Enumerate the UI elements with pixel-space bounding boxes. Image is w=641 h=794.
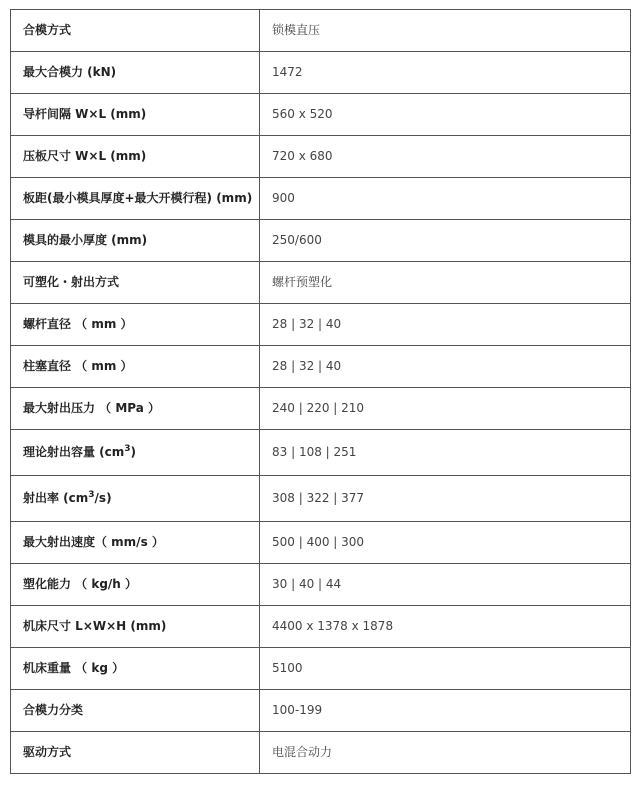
spec-value: 30 | 40 | 44 (260, 564, 631, 606)
spec-label: 合模力分类 (11, 690, 260, 732)
table-row (11, 178, 631, 220)
spec-label: 最大合模力 (kN) (11, 52, 260, 94)
spec-label: 压板尺寸 W×L (mm) (11, 136, 260, 178)
spec-value: 螺杆预塑化 (260, 262, 631, 304)
table-row (11, 476, 631, 522)
spec-label (11, 430, 260, 476)
table-row (11, 136, 631, 178)
spec-label: 模具的最小厚度 (mm) (11, 220, 260, 262)
spec-value: 250/600 (260, 220, 631, 262)
spec-value: 83 | 108 | 251 (260, 430, 631, 476)
spec-value: 720 x 680 (260, 136, 631, 178)
table-row (11, 304, 631, 346)
table-row (11, 430, 631, 476)
table-row (11, 220, 631, 262)
spec-label-text: 射出率 (cm (23, 491, 89, 506)
superscript: 3 (88, 490, 95, 501)
table-row (11, 648, 631, 690)
spec-label: 塑化能力 （ kg/h ） (11, 564, 260, 606)
spec-label: 机床尺寸 L×W×H (mm) (11, 606, 260, 648)
spec-label: 导杆间隔 W×L (mm) (11, 94, 260, 136)
superscript: 3 (124, 444, 131, 455)
specification-table (10, 9, 631, 774)
table-row (11, 606, 631, 648)
spec-value: 5100 (260, 648, 631, 690)
spec-label: 螺杆直径 （ mm ） (11, 304, 260, 346)
spec-value: 1472 (260, 52, 631, 94)
table-row (11, 94, 631, 136)
spec-label (11, 476, 260, 522)
spec-value: 电混合动力 (260, 732, 631, 774)
spec-value: 100-199 (260, 690, 631, 732)
spec-label: 可塑化・射出方式 (11, 262, 260, 304)
table-row (11, 690, 631, 732)
table-row (11, 52, 631, 94)
spec-label-text: ) (130, 445, 137, 460)
spec-value: 锁模直压 (260, 10, 631, 52)
spec-label: 柱塞直径 （ mm ） (11, 346, 260, 388)
table-row (11, 522, 631, 564)
spec-value: 500 | 400 | 300 (260, 522, 631, 564)
table-row (11, 262, 631, 304)
spec-label: 合模方式 (11, 10, 260, 52)
spec-value: 560 x 520 (260, 94, 631, 136)
table-row (11, 346, 631, 388)
table-row (11, 564, 631, 606)
table-row (11, 732, 631, 774)
spec-value: 240 | 220 | 210 (260, 388, 631, 430)
table-row (11, 388, 631, 430)
spec-label-text: 理论射出容量 (cm (23, 445, 125, 460)
spec-label: 最大射出压力 （ MPa ） (11, 388, 260, 430)
table-row (11, 10, 631, 52)
spec-label: 机床重量 （ kg ） (11, 648, 260, 690)
spec-value: 28 | 32 | 40 (260, 304, 631, 346)
spec-value: 900 (260, 178, 631, 220)
spec-value: 308 | 322 | 377 (260, 476, 631, 522)
spec-label-text: /s) (94, 491, 112, 506)
spec-value: 28 | 32 | 40 (260, 346, 631, 388)
spec-value: 4400 x 1378 x 1878 (260, 606, 631, 648)
spec-label: 板距(最小模具厚度+最大开模行程) (mm) (11, 178, 260, 220)
spec-label: 最大射出速度（ mm/s ） (11, 522, 260, 564)
spec-label: 驱动方式 (11, 732, 260, 774)
